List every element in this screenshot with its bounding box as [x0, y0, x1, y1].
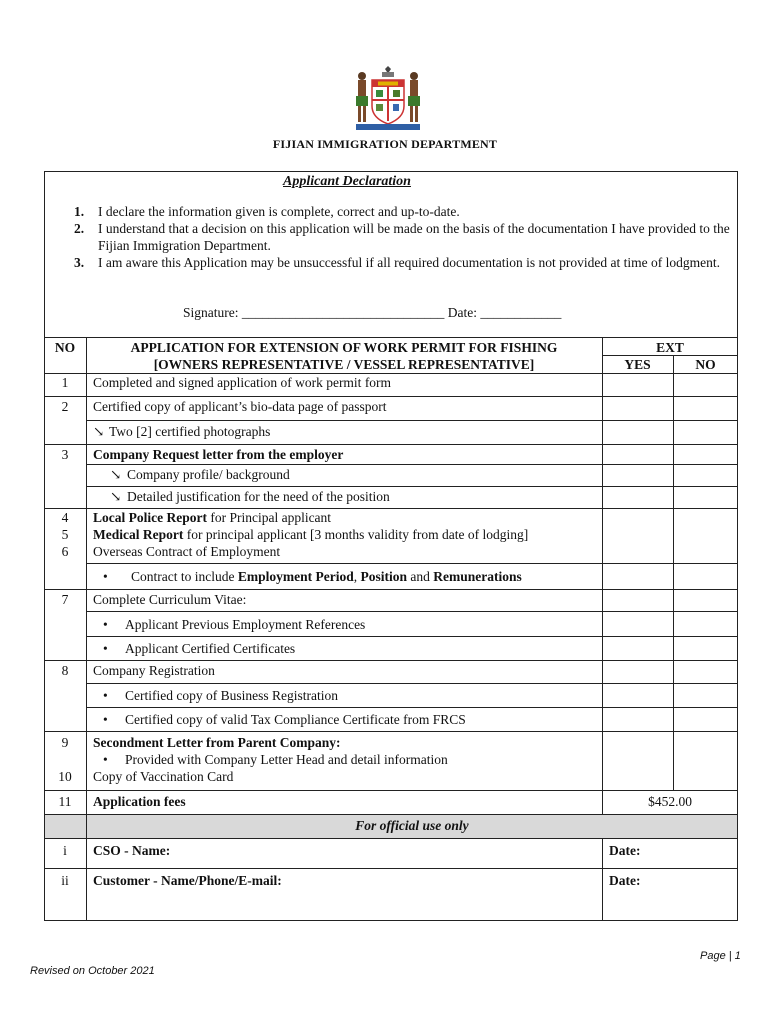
sub-item-text: Company profile/ background [127, 467, 290, 482]
declaration-item: 1. I declare the information given is complete, correct and up-to-date. [74, 204, 460, 219]
row-divider [44, 660, 738, 661]
table-header-border [44, 373, 738, 374]
row-number: 2 [61, 399, 69, 414]
header-no-col: NO [695, 357, 716, 372]
header-yes: YES [624, 357, 651, 372]
header-ext: EXT [656, 340, 684, 355]
sub-item-text: Contract to include Employment Period, Position and Remunerations [131, 569, 522, 584]
cso-name-field[interactable]: CSO - Name: [93, 843, 171, 858]
row-divider [44, 868, 738, 869]
bullet-icon: • [103, 752, 108, 767]
row-divider [86, 683, 738, 684]
bullet-icon: • [103, 617, 108, 632]
row-text: Overseas Contract of Employment [93, 544, 281, 559]
row-number: 9 [61, 735, 69, 750]
fiji-coat-of-arms-icon [348, 66, 428, 136]
declaration-item: 2. I understand that a decision on this application will be made on the basis of the documentation I have provided to the Fijian Immigration Department. [74, 221, 730, 253]
sub-item-text: Applicant Previous Employment References [125, 617, 366, 632]
row-number: i [63, 843, 67, 858]
row-divider [44, 444, 738, 445]
row-divider [44, 838, 738, 839]
fee-amount: $452.00 [648, 794, 692, 809]
sub-item-arrow-icon: ↘ [93, 424, 105, 439]
declaration-title: Applicant Declaration [283, 174, 411, 189]
row-number: 5 [61, 527, 69, 542]
table-top-border [44, 337, 738, 338]
row-divider [86, 707, 738, 708]
row-divider [44, 731, 738, 732]
declaration-list [74, 203, 734, 271]
sub-item-arrow-icon: ↘ [110, 489, 122, 504]
customer-contact-field[interactable]: Customer - Name/Phone/E-mail: [93, 873, 282, 888]
row-divider [86, 611, 738, 612]
header-title-line2: [OWNERS REPRESENTATIVE / VESSEL REPRESENTATIVE] [153, 357, 535, 372]
col-divider [602, 337, 603, 815]
row-number: 3 [61, 447, 69, 462]
header-title-line1: APPLICATION FOR EXTENSION OF WORK PERMIT FOR FISHING [130, 340, 558, 355]
row-number: 7 [61, 592, 69, 607]
cso-date-field[interactable]: Date: [609, 843, 641, 858]
row-text: Complete Curriculum Vitae: [93, 592, 247, 607]
row-number: 11 [58, 794, 72, 809]
row-number: 10 [58, 769, 72, 784]
official-use-title: For official use only [355, 818, 469, 833]
page-number: Page | 1 [700, 950, 741, 962]
row-number: 6 [61, 544, 69, 559]
row-text: Secondment Letter from Parent Company: [93, 735, 341, 750]
row-text: Certified copy of applicant’s bio-data page of passport [93, 399, 387, 414]
sub-item-text: Certified copy of Business Registration [125, 688, 338, 703]
sub-item-text: Certified copy of valid Tax Compliance Certificate from FRCS [125, 712, 466, 727]
row-divider [86, 486, 738, 487]
bullet-icon: • [103, 641, 108, 656]
row-number: 1 [61, 375, 69, 390]
declaration-item: 3. I am aware this Application may be unsuccessful if all required documentation is not provided at time of lodgment. [74, 255, 720, 270]
revision-note: Revised on October 2021 [30, 965, 155, 977]
row-number: 4 [61, 510, 69, 525]
row-divider [44, 508, 738, 509]
row-divider [86, 420, 738, 421]
row-text: Application fees [93, 794, 186, 809]
row-text: Completed and signed application of work permit form [93, 375, 392, 390]
row-divider [44, 396, 738, 397]
col-divider [673, 355, 674, 790]
row-divider [44, 589, 738, 590]
sub-item-text: Two [2] certified photographs [109, 424, 271, 439]
customer-date-field[interactable]: Date: [609, 873, 641, 888]
row-divider [86, 563, 738, 564]
sub-item-text: Provided with Company Letter Head and detail information [125, 752, 448, 767]
bullet-icon: • [103, 712, 108, 727]
sub-item-arrow-icon: ↘ [110, 467, 122, 482]
bullet-icon: • [103, 569, 108, 584]
sub-item-text: Detailed justification for the need of the position [127, 489, 390, 504]
row-text: Company Registration [93, 663, 215, 678]
header-no: NO [54, 340, 76, 355]
row-text: Copy of Vaccination Card [93, 769, 234, 784]
signature-date-field[interactable]: Signature: ______________________________ Date: ____________ [183, 305, 562, 320]
col-divider [602, 838, 603, 920]
row-text: Medical Report for principal applicant [3 months validity from date of lodging] [93, 527, 529, 542]
department-name: FIJIAN IMMIGRATION DEPARTMENT [272, 137, 498, 151]
row-number: 8 [61, 663, 69, 678]
row-text: Company Request letter from the employer [93, 447, 344, 462]
row-divider [44, 790, 738, 791]
row-text: Local Police Report for Principal applicant [93, 510, 332, 525]
row-number: ii [61, 873, 69, 888]
row-divider [86, 464, 738, 465]
sub-item-text: Applicant Certified Certificates [125, 641, 296, 656]
bullet-icon: • [103, 688, 108, 703]
row-divider [86, 636, 738, 637]
